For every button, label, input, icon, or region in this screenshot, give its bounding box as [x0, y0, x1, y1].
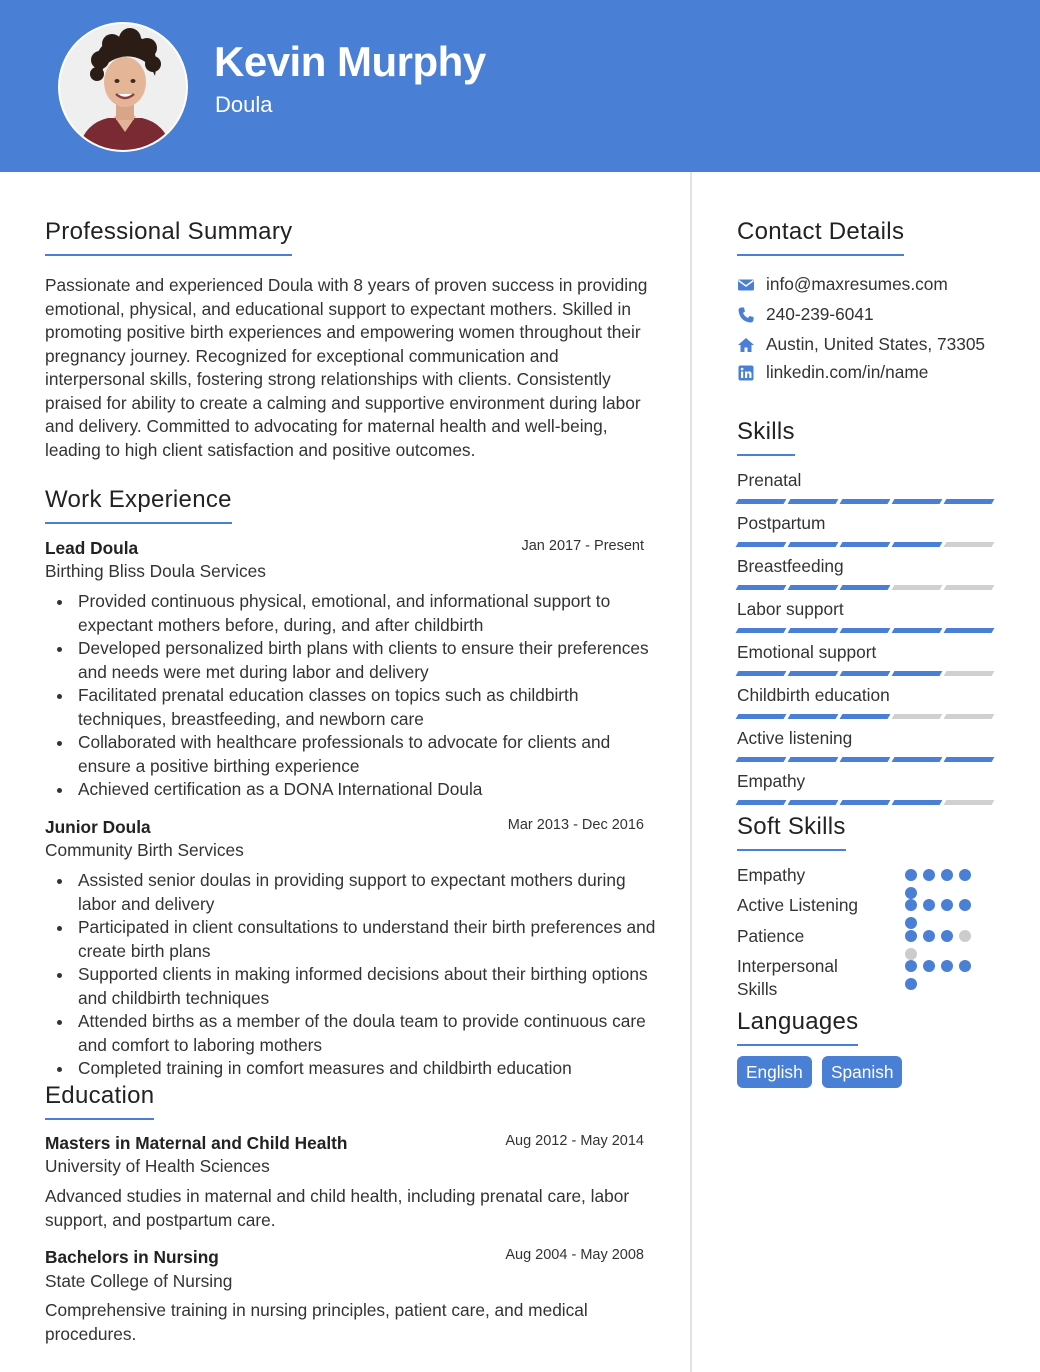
rating-dot	[923, 869, 935, 881]
rating-dot	[941, 960, 953, 972]
soft-skill-name: Active Listening	[737, 895, 859, 915]
skill-level-segment	[892, 628, 943, 633]
languages-heading: Languages	[737, 1008, 858, 1046]
job-bullets	[78, 590, 658, 802]
rating-dot	[905, 960, 917, 972]
rating-dot	[923, 930, 935, 942]
education-description: Advanced studies in maternal and child health, including prenatal care, labor support, and postpartum care.	[45, 1186, 630, 1230]
school-name: University of Health Sciences	[45, 1156, 270, 1176]
skill-level-segment	[840, 542, 891, 547]
skill-level-segment	[736, 585, 787, 590]
soft-skills-heading: Soft Skills	[737, 813, 846, 851]
rating-dot	[959, 869, 971, 881]
list-item: Collaborated with healthcare professionals to advocate for clients and ensure a positive birthing experience	[78, 731, 658, 778]
phone-icon	[737, 306, 755, 324]
rating-dot	[941, 899, 953, 911]
skill-level-segment	[788, 499, 839, 504]
skill-name: Empathy	[737, 771, 806, 791]
list-item: Completed training in comfort measures and childbirth education	[78, 1057, 658, 1081]
job-dates: Mar 2013 - Dec 2016	[507, 817, 644, 833]
skill-level-segment	[736, 714, 787, 719]
skill-level-segment	[788, 542, 839, 547]
contact-linkedin-text: linkedin.com/in/name	[766, 362, 929, 382]
skill-level-segment	[788, 757, 839, 762]
skill-level-segment	[788, 671, 839, 676]
skill-level-segment	[736, 499, 787, 504]
skill-name: Labor support	[737, 599, 844, 619]
skill-level-segment	[892, 800, 943, 805]
rating-dot	[923, 899, 935, 911]
skill-level-segment	[892, 542, 943, 547]
skill-level-segment	[944, 499, 995, 504]
skill-level-segment	[840, 757, 891, 762]
rating-dot	[941, 930, 953, 942]
rating-dot	[959, 899, 971, 911]
contact-linkedin[interactable]	[737, 362, 928, 383]
skill-level-segment	[840, 628, 891, 633]
skill-level-segment	[840, 800, 891, 805]
skill-level-segment	[892, 671, 943, 676]
list-item: Achieved certification as a DONA International Doula	[78, 778, 658, 802]
contact-phone[interactable]	[737, 304, 874, 325]
list-item: Assisted senior doulas in providing support to expectant mothers during labor and delivery	[78, 869, 658, 916]
skill-name: Active listening	[737, 728, 853, 748]
skill-level-segment	[736, 628, 787, 633]
contact-phone-text: 240-239-6041	[766, 304, 874, 324]
soft-skill-name: Empathy	[737, 865, 806, 885]
contact-email[interactable]	[737, 274, 948, 295]
skill-level-segment	[840, 585, 891, 590]
contact-email-text: info@maxresumes.com	[766, 274, 948, 294]
education-heading: Education	[45, 1082, 154, 1120]
linkedin-icon	[737, 364, 755, 382]
skill-level-bar	[737, 671, 993, 677]
rating-dot	[905, 917, 917, 929]
skill-level-segment	[944, 628, 995, 633]
skill-level-segment	[736, 800, 787, 805]
job-title: Lead Doula	[45, 538, 139, 558]
skill-level-bar	[737, 499, 993, 505]
list-item: Provided continuous physical, emotional, and informational support to expectant mothers before, during, and after childbirth	[78, 590, 658, 637]
skill-level-segment	[892, 757, 943, 762]
rating-dot	[905, 978, 917, 990]
skill-level-segment	[788, 585, 839, 590]
skill-level-segment	[892, 585, 943, 590]
rating-dot	[905, 899, 917, 911]
summary-text: Passionate and experienced Doula with 8 years of proven success in providing emotional, physical, and educational support to expectant mothers. Skilled in promoting positive birth experiences and empowering women throughout their pregnancy journey. Recognized for exceptional communication and interpersonal skills, fostering strong relationships with clients. Consistently praised for ability to create a calming and supportive environment during labor and delivery. Committed to advocating for maternal health and well-being, leading to high client satisfaction and positive outcomes.	[45, 275, 648, 460]
column-divider	[690, 172, 692, 1372]
skill-level-segment	[736, 757, 787, 762]
job-company: Birthing Bliss Doula Services	[45, 561, 266, 581]
skill-level-bar	[737, 542, 993, 548]
skill-level-segment	[788, 800, 839, 805]
experience-heading: Work Experience	[45, 486, 232, 524]
degree-title: Masters in Maternal and Child Health	[45, 1133, 348, 1153]
school-name: State College of Nursing	[45, 1271, 233, 1291]
skill-level-segment	[840, 499, 891, 504]
rating-dot	[941, 869, 953, 881]
list-item: Participated in client consultations to understand their birth preferences and create birth plans	[78, 916, 658, 963]
skill-level-segment	[892, 714, 943, 719]
education-dates: Aug 2004 - May 2008	[505, 1247, 644, 1263]
rating-dot	[905, 930, 917, 942]
skill-level-bar	[737, 757, 993, 763]
envelope-icon	[737, 276, 755, 294]
skill-level-segment	[892, 499, 943, 504]
summary-heading: Professional Summary	[45, 218, 292, 256]
soft-skill-name: Interpersonal Skills	[737, 956, 838, 999]
skill-level-segment	[788, 628, 839, 633]
skill-level-segment	[944, 542, 995, 547]
skill-level-segment	[840, 714, 891, 719]
soft-skill-rating	[905, 959, 985, 995]
education-dates: Aug 2012 - May 2014	[505, 1133, 644, 1149]
skill-level-segment	[840, 671, 891, 676]
avatar	[58, 22, 188, 152]
degree-title: Bachelors in Nursing	[45, 1247, 219, 1267]
skill-name: Postpartum	[737, 513, 826, 533]
skill-level-segment	[944, 757, 995, 762]
skill-level-segment	[944, 800, 995, 805]
language-badge: Spanish	[822, 1056, 902, 1088]
skill-level-bar	[737, 628, 993, 634]
skill-level-segment	[736, 542, 787, 547]
candidate-title: Doula	[215, 92, 273, 117]
contact-location-text: Austin, United States, 73305	[766, 334, 986, 354]
skill-level-segment	[788, 714, 839, 719]
rating-dot	[959, 930, 971, 942]
skill-level-bar	[737, 800, 993, 806]
skill-level-segment	[944, 671, 995, 676]
home-icon	[737, 336, 755, 354]
list-item: Developed personalized birth plans with clients to ensure their preferences and needs were met during labor and delivery	[78, 637, 658, 684]
list-item: Attended births as a member of the doula team to provide continuous care and comfort to laboring mothers	[78, 1010, 658, 1057]
skills-heading: Skills	[737, 418, 795, 456]
job-bullets	[78, 869, 658, 1081]
skill-name: Emotional support	[737, 642, 877, 662]
skill-level-bar	[737, 714, 993, 720]
contact-heading: Contact Details	[737, 218, 904, 256]
skill-name: Prenatal	[737, 470, 802, 490]
candidate-name: Kevin Murphy	[214, 38, 486, 85]
contact-location	[737, 334, 985, 355]
job-company: Community Birth Services	[45, 840, 244, 860]
job-title: Junior Doula	[45, 817, 151, 837]
language-badge: English	[737, 1056, 812, 1088]
job-dates: Jan 2017 - Present	[521, 538, 644, 554]
rating-dot	[959, 960, 971, 972]
skill-name: Breastfeeding	[737, 556, 844, 576]
profile-photo	[60, 24, 188, 152]
list-item: Supported clients in making informed decisions about their birthing options and childbirth techniques	[78, 963, 658, 1010]
skill-level-segment	[944, 585, 995, 590]
header-banner	[0, 0, 1040, 172]
skill-name: Childbirth education	[737, 685, 890, 705]
list-item: Facilitated prenatal education classes on topics such as childbirth techniques, breastfeeding, and newborn care	[78, 684, 658, 731]
rating-dot	[923, 960, 935, 972]
rating-dot	[905, 869, 917, 881]
skill-level-bar	[737, 585, 993, 591]
skill-level-segment	[736, 671, 787, 676]
skill-level-segment	[944, 714, 995, 719]
education-description: Comprehensive training in nursing principles, patient care, and medical procedures.	[45, 1300, 588, 1344]
soft-skill-name: Patience	[737, 926, 805, 946]
